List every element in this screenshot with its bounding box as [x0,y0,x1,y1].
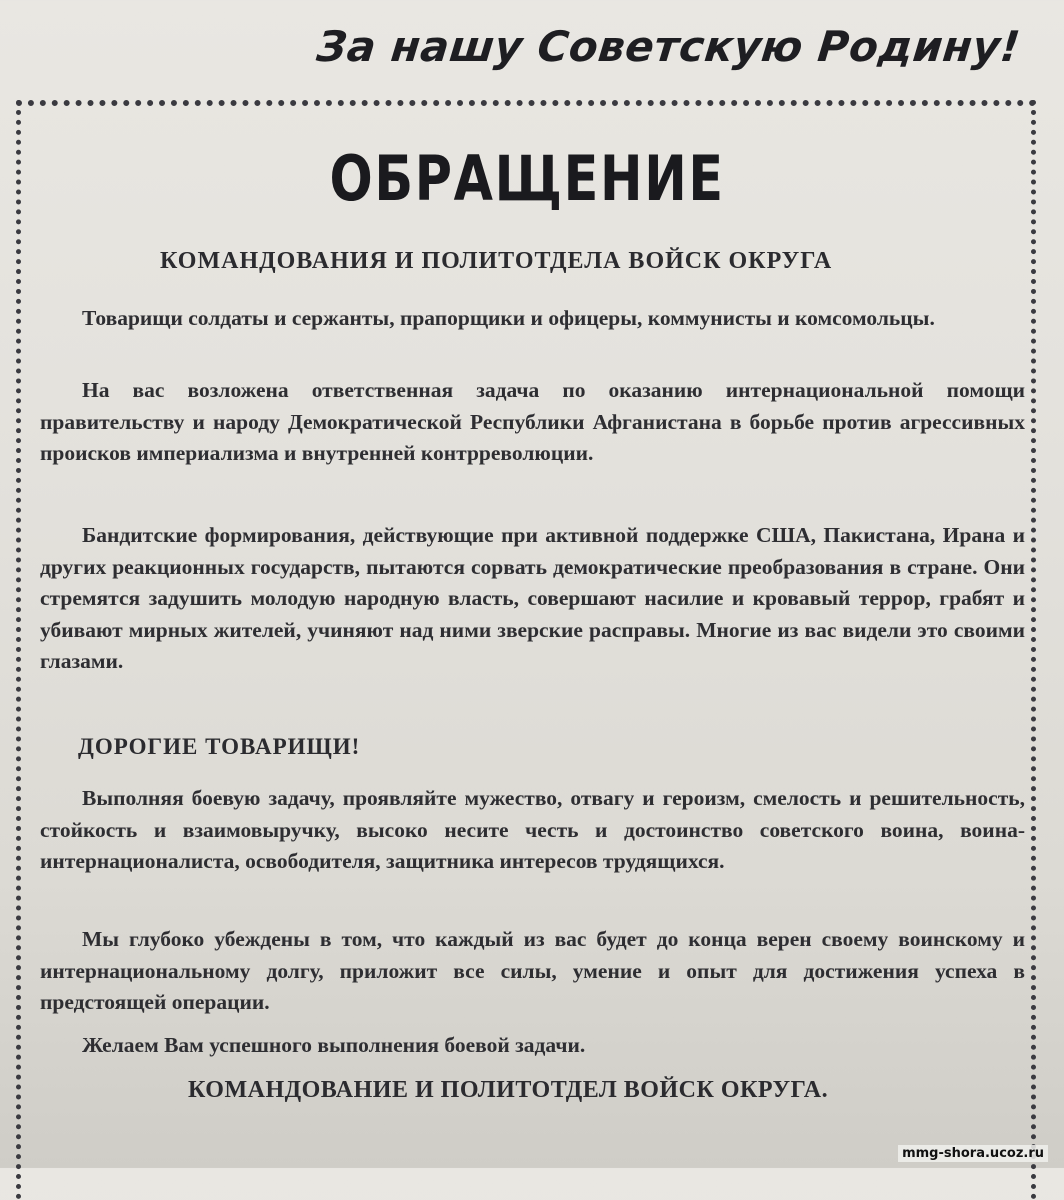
signature: КОМАНДОВАНИЕ И ПОЛИТОТДЕЛ ВОЙСК ОКРУГА. [188,1077,829,1103]
paragraph-address [40,303,1025,335]
paragraph-conviction [40,924,1025,1019]
section-heading: ДОРОГИЕ ТОВАРИЩИ! [78,734,361,759]
paragraph-wish [40,1030,1025,1062]
document-title: ОБРАЩЕНИЕ [329,142,725,215]
paragraph-task [40,375,1025,470]
paragraph-text: Мы глубоко убеждены в том, что каждый из вас будет до конца верен своему воинскому и интернациональному долгу, приложит все силы, умение и опыт для достижения успеха в предстоящей операции. [40,927,1025,1014]
paragraph-text: Бандитские формирования, действующие при активной поддержке США, Пакистана, Ирана и других реакционных государств, пытаются сорвать демократические преобразования в стране. Они стремятся задушить молодую народную власть, совершают насилие и кровавый террор, грабят и убивают мирных жителей, учиняют над ними зверские расправы. Многие из вас видели это своими глазами. [40,523,1025,673]
paragraph-text: Выполняя боевую задачу, проявляйте мужество, отвагу и героизм, смелость и решительность, стойкость и взаимовыручку, высоко несите честь и достоинство советского воина, воина-интернационалиста, освободителя, защитника интересов трудящихся. [40,786,1025,873]
paragraph-text: Товарищи солдаты и сержанты, прапорщики и офицеры, коммунисты и комсомольцы. [82,306,935,330]
paragraph-bandits [40,520,1025,678]
document-subtitle: КОМАНДОВАНИЯ И ПОЛИТОТДЕЛА ВОЙСК ОКРУГА [160,248,833,274]
paragraph-text: Желаем Вам успешного выполнения боевой задачи. [82,1033,586,1057]
watermark-url: mmg-shora.ucoz.ru [898,1145,1048,1162]
paragraph-text: На вас возложена ответственная задача по оказанию интернациональной помощи правительству и народу Демократической Республики Афганистана в борьбе против агрессивных происков империализма и внутренней контрреволюции. [40,378,1025,465]
slogan-header: За нашу Советскую Родину! [314,22,1023,71]
paragraph-courage [40,783,1025,878]
